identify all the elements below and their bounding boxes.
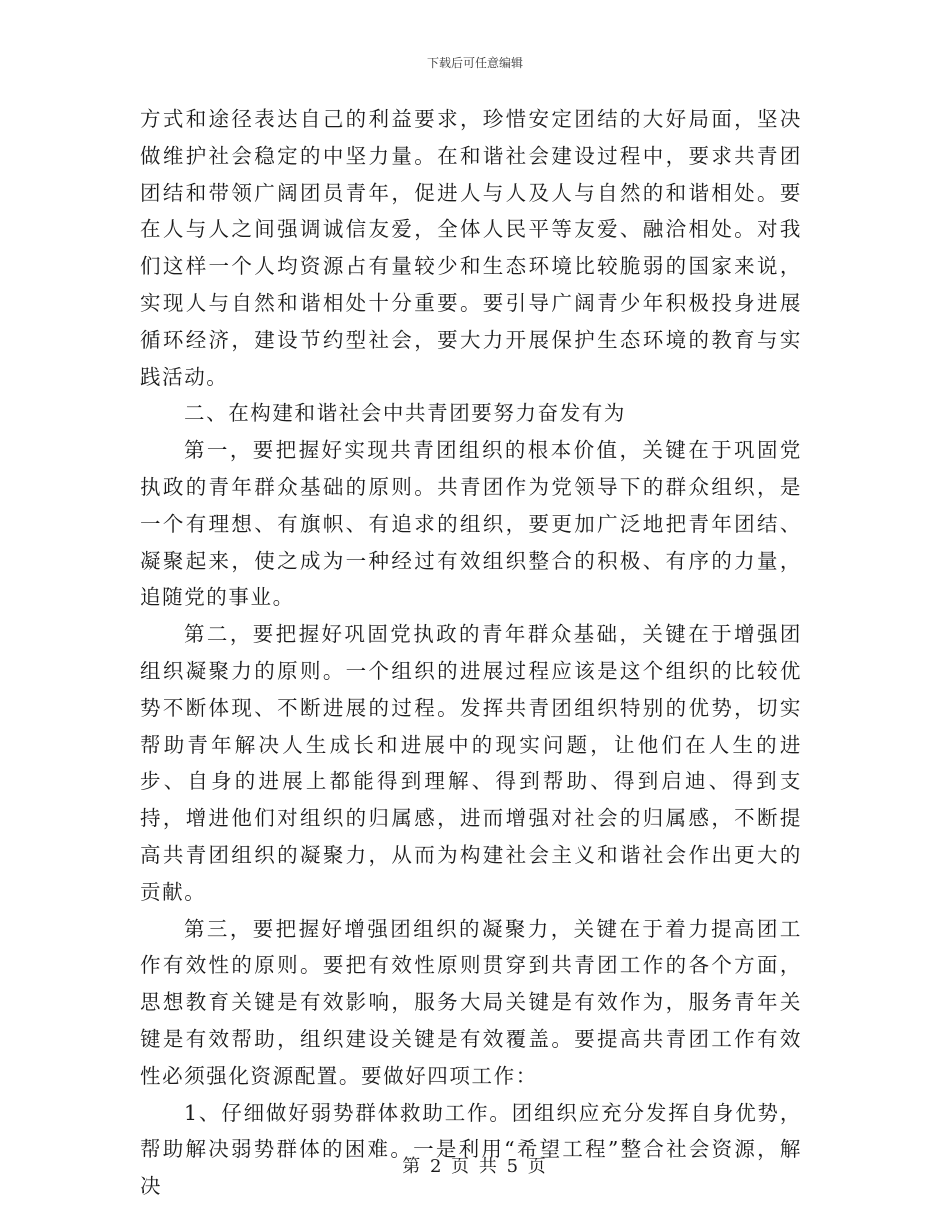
paragraph-item-1: 1、仔细做好弱势群体救助工作。团组织应充分发挥自身优势，帮助解决弱势群体的困难。一是利用“希望工程”整合社会资源，解决 (140, 1100, 802, 1199)
paragraph-second: 第二，要把握好巩固党执政的青年群众基础，关键在于增强团组织凝聚力的原则。一个组织的进展过程应该是这个组织的比较优势不断体现、不断进展的过程。发挥共青团组织特别的优势，切实帮助青年解决人生成长和进展中的现实问题，让他们在人生的进步、自身的进展上都能得到理解、得到帮助、得到启迪、得到支持，增进他们对组织的归属感，进而增强对社会的归属感，不断提高共青团组织的凝聚力，从而为构建社会主义和谐社会作出更大的贡献。 (140, 622, 802, 904)
section-heading: 二、在构建和谐社会中共青团要努力奋发有为 (184, 401, 626, 426)
paragraph-third: 第三，要把握好增强团组织的凝聚力，关键在于着力提高团工作有效性的原则。要把有效性原则贯穿到共青团工作的各个方面，思想教育关键是有效影响，服务大局关键是有效作为，服务青年关键是有效帮助，组织建设关键是有效覆盖。要提高共青团工作有效性必须强化资源配置。要做好四项工作： (140, 916, 802, 1088)
page-footer: 第 2 页 共 5 页 (402, 1156, 548, 1177)
paragraph-1: 方式和途径表达自己的利益要求，珍惜安定团结的大好局面，坚决做维护社会稳定的中坚力量。在和谐社会建设过程中，要求共青团团结和带领广阔团员青年，促进人与人及人与自然的和谐相处。要在人与人之间强调诚信友爱，全体人民平等友爱、融洽相处。对我们这样一个人均资源占有量较少和生态环境比较脆弱的国家来说，实现人与自然和谐相处十分重要。要引导广阔青少年积极投身进展循环经济，建设节约型社会，要大力开展保护生态环境的教育与实践活动。 (140, 107, 802, 389)
document-body (140, 101, 802, 1205)
page-header: 下载后可任意编辑 (426, 56, 523, 70)
paragraph-first: 第一，要把握好实现共青团组织的根本价值，关键在于巩固党执政的青年群众基础的原则。共青团作为党领导下的群众组织，是一个有理想、有旗帜、有追求的组织，要更加广泛地把青年团结、凝聚起来，使之成为一种经过有效组织整合的积极、有序的力量，追随党的事业。 (140, 438, 802, 610)
